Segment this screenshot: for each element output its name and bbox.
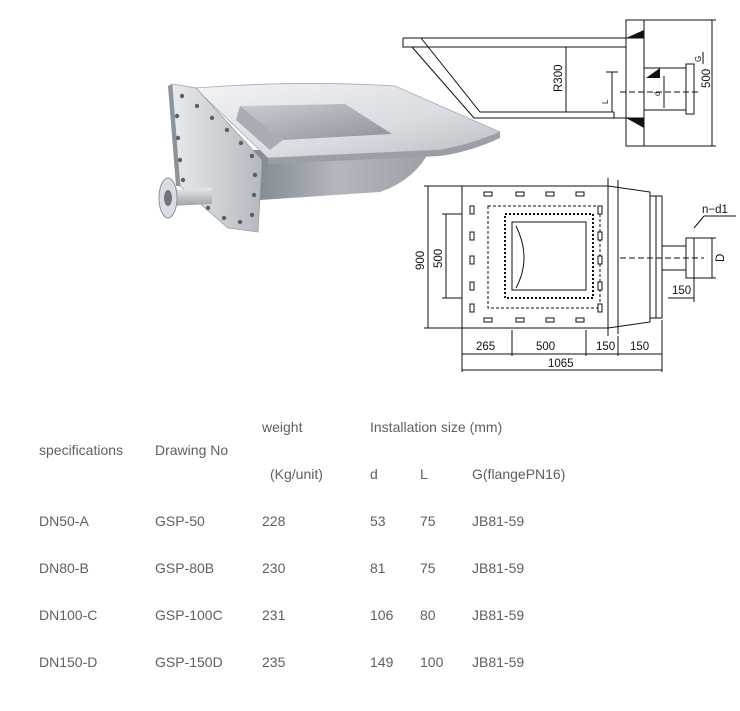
label-d-big: D (715, 253, 727, 262)
header-weight-unit: (Kg/unit) (270, 466, 323, 482)
row-1-drawing: GSP-50 (155, 513, 205, 529)
row-2-spec: DN80-B (39, 560, 89, 576)
plan-slots (470, 192, 602, 322)
label-g: G (694, 55, 703, 62)
header-l: L (420, 466, 428, 482)
row-3-weight: 231 (262, 607, 286, 623)
row-2-l: 75 (420, 560, 436, 576)
header-installation-size: Installation size (mm) (370, 419, 503, 435)
label-150-b: 150 (630, 341, 650, 353)
row-2-drawing: GSP-80B (155, 560, 215, 576)
label-r300: R300 (553, 64, 565, 92)
header-g: G(flangePN16) (472, 466, 566, 482)
row-4-drawing: GSP-150D (155, 654, 223, 670)
label-500-side: 500 (701, 68, 713, 88)
row-3-drawing: GSP-100C (155, 607, 223, 623)
label-150-a: 150 (596, 341, 616, 353)
header-drawing-no: Drawing No (155, 442, 229, 458)
skimmer-photo (159, 83, 500, 232)
row-4-l: 100 (420, 654, 444, 670)
label-1065: 1065 (548, 358, 574, 370)
label-d-small: d (653, 91, 662, 96)
spec-table (0, 400, 740, 711)
row-1-l: 75 (420, 513, 436, 529)
row-2-weight: 230 (262, 560, 286, 576)
header-weight: weight (262, 419, 303, 435)
row-1-spec: DN50-A (39, 513, 89, 529)
label-900: 900 (415, 250, 427, 270)
label-n-d1: n−d1 (702, 204, 728, 216)
header-d: d (370, 466, 378, 482)
row-3-l: 80 (420, 607, 436, 623)
side-section-fills (626, 30, 660, 128)
label-265: 265 (476, 341, 496, 353)
row-3-g: JB81-59 (472, 607, 525, 623)
label-500-width: 500 (536, 341, 556, 353)
label-150-pipe: 150 (672, 285, 692, 297)
row-4-d: 149 (370, 654, 394, 670)
row-2-d: 81 (370, 560, 386, 576)
outlet-pipe-bore (164, 190, 172, 206)
row-1-weight: 228 (262, 513, 286, 529)
label-l-small: L (601, 99, 610, 104)
label-500-plan: 500 (433, 248, 445, 268)
row-1-d: 53 (370, 513, 386, 529)
row-2-g: JB81-59 (472, 560, 525, 576)
row-4-weight: 235 (262, 654, 286, 670)
row-3-spec: DN100-C (39, 607, 98, 623)
header-specifications: specifications (39, 442, 124, 458)
row-4-g: JB81-59 (472, 654, 525, 670)
row-1-g: JB81-59 (472, 513, 525, 529)
row-3-d: 106 (370, 607, 394, 623)
row-4-spec: DN150-D (39, 654, 98, 670)
